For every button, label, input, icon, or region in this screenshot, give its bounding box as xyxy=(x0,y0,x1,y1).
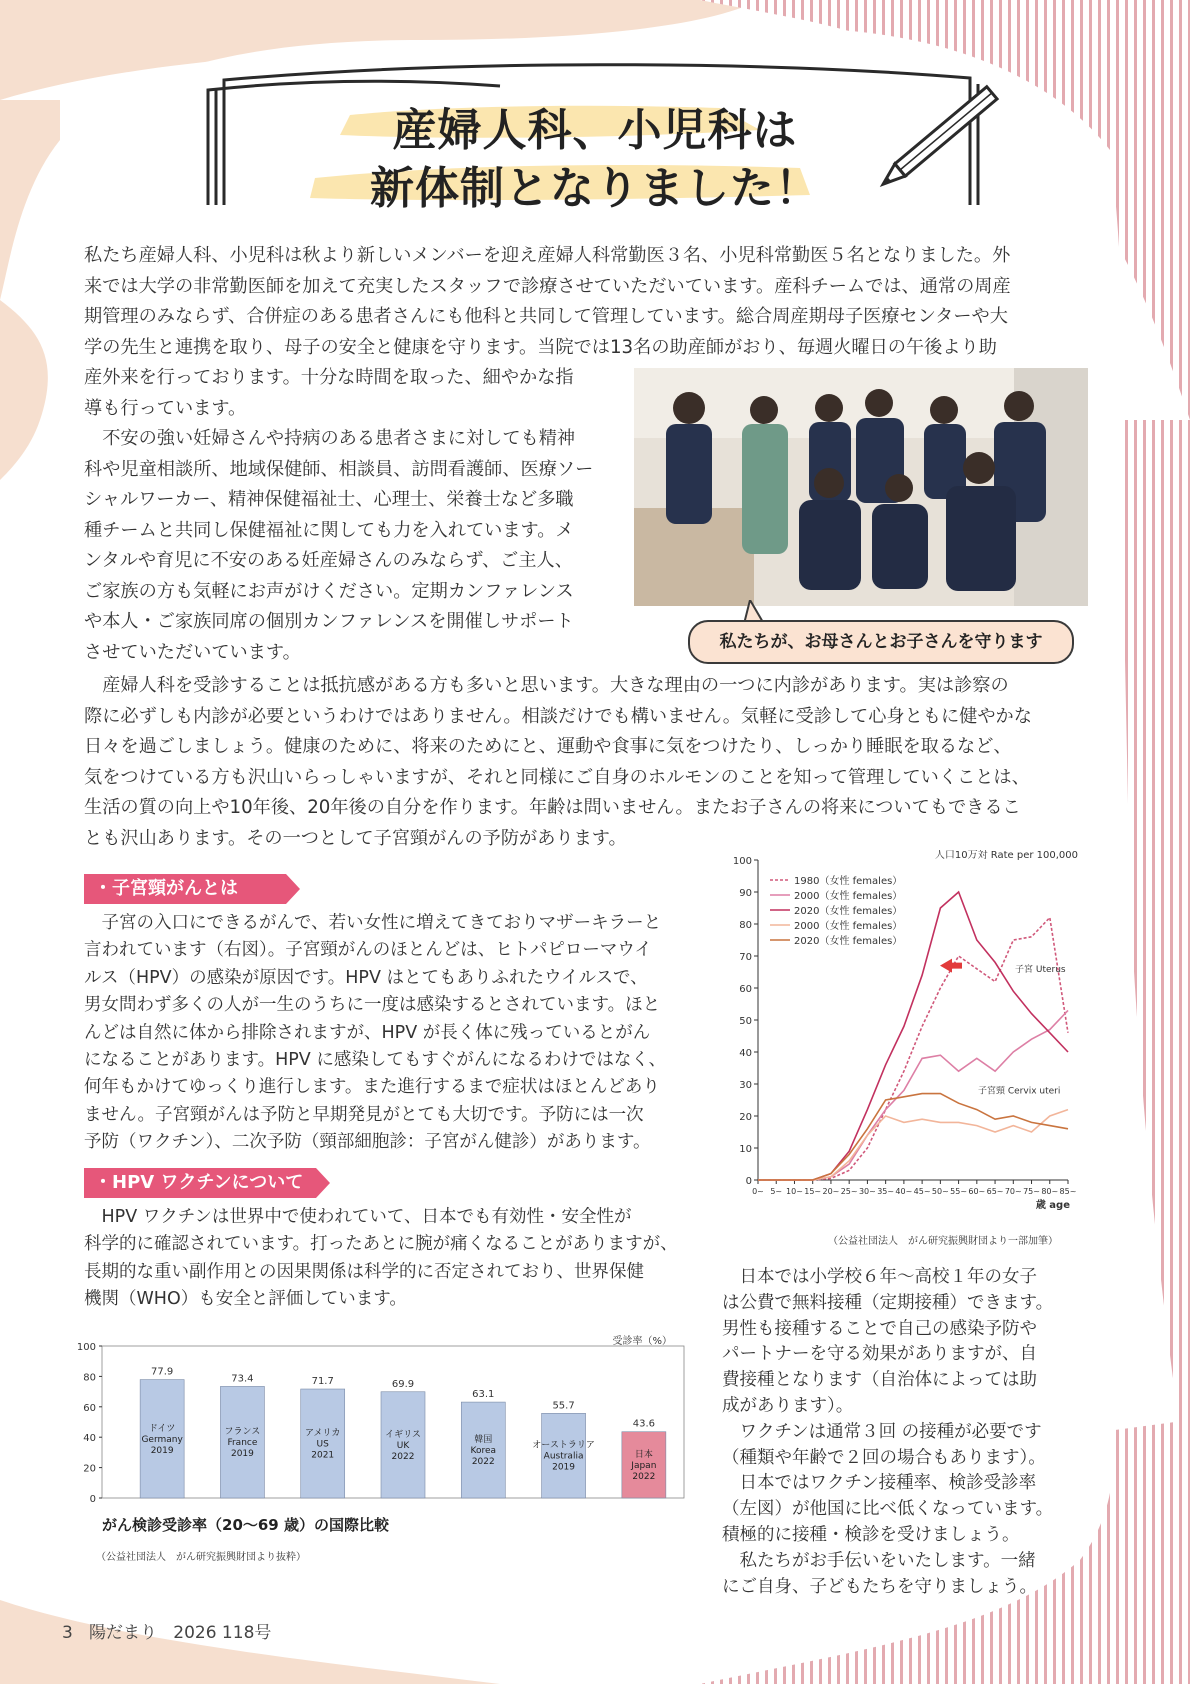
section-heading-hpv-vaccine: ・HPV ワクチンについて xyxy=(84,1168,316,1198)
bar-chart-y-tick-label: 20 xyxy=(83,1463,96,1475)
section1-line: 何年もかけてゆっくり進行します。また進行するまで症状はほとんどあり xyxy=(84,1077,660,1098)
line-chart-x-tick-label: 10~ xyxy=(786,1187,803,1196)
bar-chart-y-tick-label: 60 xyxy=(83,1402,96,1414)
line-chart-x-tick-label: 15~ xyxy=(804,1187,822,1196)
right-line: は公費で無料接種（定期接種）できます。 xyxy=(722,1292,1054,1313)
line-chart-y-tick-label: 60 xyxy=(739,984,752,995)
left-line: 種チームと共同し保健福祉に関しても力を入れています。メ xyxy=(84,519,574,541)
bar-chart-category-label: UK xyxy=(396,1440,410,1451)
bar-chart-value-label: 63.1 xyxy=(472,1389,495,1401)
bar-chart-category-label: 2022 xyxy=(391,1451,415,1462)
intro-line: 来では大学の非常勤医師を加えて充実したスタッフで診療させていただいています。産科チームでは、通常の周産 xyxy=(84,275,1011,297)
section1-line: んどは自然に体から排除されますが、HPV が長く体に残っているとがん xyxy=(84,1022,651,1043)
bar-chart-category-label: US xyxy=(316,1439,329,1450)
right-line: （種類や年齢で２回の場合もあります）。 xyxy=(722,1447,1046,1468)
right-line: 費接種となります（自治体によっては助 xyxy=(722,1370,1037,1391)
middle-line: 産婦人科を受診することは抵抗感がある方も多いと思います。大きな理由の一つに内診があります。実は診察の xyxy=(84,675,1009,696)
line-chart-x-tick-label: 75~ xyxy=(1023,1187,1040,1196)
bar-chart-category-label: 日本 xyxy=(634,1449,653,1460)
issue-number: 2026 118号 xyxy=(173,1623,272,1643)
line-chart-legend-label: 2000（女性 females） xyxy=(794,891,903,902)
bar-chart-category-label: 2019 xyxy=(230,1449,254,1460)
line-chart-unit-label: 人口10万対 Rate per 100,000 xyxy=(934,850,1078,861)
bar-chart-y-tick-label: 100 xyxy=(76,1342,96,1353)
middle-line: 際に必ずしも内診が必要というわけではありません。相談だけでも構いません。気軽に受診して心身ともに健やかな xyxy=(84,705,1032,727)
bar-chart-category-label: 2021 xyxy=(311,1450,335,1461)
line-chart-y-tick-label: 0 xyxy=(745,1176,752,1187)
right-line: 私たちがお手伝いをいたします。一緒 xyxy=(722,1550,1036,1571)
right-line: ワクチンは通常３回 の接種が必要です xyxy=(722,1421,1042,1442)
left-line: 産外来を行っております。十分な時間を取った、細やかな指 xyxy=(84,367,574,388)
section1-line: 男女問わず多くの人が一生のうちに一度は感染するとされています。ほと xyxy=(84,995,661,1016)
middle-line: 生活の質の向上や10年後、20年後の自分を作ります。年齢は問いません。またお子さんの将来についてもできるこ xyxy=(84,797,1021,818)
right-column-text xyxy=(722,1265,1092,1600)
section2-line: HPV ワクチンは世界中で使われていて、日本でも有効性・安全性が xyxy=(84,1207,632,1227)
line-chart-x-tick-label: 35~ xyxy=(877,1187,895,1196)
section2-line: 科学的に確認されています。打ったあとに腕が痛くなることがありますが、 xyxy=(84,1234,678,1255)
line-chart-y-tick-label: 70 xyxy=(739,952,752,963)
line-chart-x-tick-label: 70~ xyxy=(1004,1187,1022,1196)
section1-line: ルス（HPV）の感染が原因です。HPV はとてもありふれたウイルスで、 xyxy=(84,967,648,988)
line-chart-source: （公益社団法人 がん研究振興財団より一部加筆） xyxy=(828,1236,1058,1247)
line-chart-x-tick-label: 40~ xyxy=(895,1187,913,1196)
bar-chart-category-label: 2022 xyxy=(632,1471,656,1482)
section2-text xyxy=(84,1204,724,1314)
bar-chart-category-label: アメリカ xyxy=(305,1428,341,1439)
bar-chart-category-label: Australia xyxy=(543,1451,584,1462)
line-chart-y-tick-label: 40 xyxy=(739,1048,752,1059)
left-line: ご家族の方も気軽にお声がけください。定期カンファレンス xyxy=(84,580,574,602)
line-chart-x-tick-label: 55~ xyxy=(950,1187,968,1196)
bar-chart-y-tick-label: 0 xyxy=(89,1494,96,1505)
bar-chart-category-label: France xyxy=(227,1438,258,1449)
section1-line: ません。子宮頸がんは予防と早期発見がとても大切です。予防には一次 xyxy=(84,1104,644,1125)
bar-chart-category-label: オーストラリア xyxy=(532,1440,595,1451)
bar-chart-category-label: イギリス xyxy=(385,1429,421,1440)
bar-chart-unit-label: 受診率（%） xyxy=(612,1336,672,1347)
middle-line: 日々を過ごしましょう。健康のために、将来のためにと、運動や食事に気をつけたり、しっかり睡眠を取るなど、 xyxy=(84,736,1012,757)
left-line: ンタルや育児に不安のある妊産婦さんのみならず、ご主人、 xyxy=(84,550,573,571)
line-chart-x-label: 歳 age xyxy=(1035,1200,1070,1211)
photo-caption: 私たちが、お母さんとお子さんを守ります xyxy=(688,620,1074,664)
line-chart-y-tick-label: 20 xyxy=(739,1112,752,1123)
line-chart-y-tick-label: 30 xyxy=(739,1080,752,1091)
incidence-line-chart xyxy=(728,850,1088,1250)
bar-chart-title: がん検診受診率（20〜69 歳）の国際比較 xyxy=(102,1516,389,1534)
left-line: 科や児童相談所、地域保健師、相談員、訪問看護師、医療ソー xyxy=(84,458,594,480)
bar-chart-category-label: 2019 xyxy=(150,1445,174,1456)
line-chart-x-tick-label: 5~ xyxy=(770,1187,783,1196)
right-line: パートナーを守る効果がありますが、自 xyxy=(722,1344,1037,1365)
line-chart-y-tick-label: 10 xyxy=(739,1144,752,1155)
right-line: 積極的に接種・検診を受けましょう。 xyxy=(722,1524,1020,1545)
right-line: 日本では小学校６年〜高校１年の女子 xyxy=(722,1267,1037,1287)
intro-line: 学の先生と連携を取り、母子の安全と健康を守ります。当院では13名の助産師がおり、毎週火曜日の午後より助 xyxy=(84,336,997,358)
bar-chart-y-tick-label: 40 xyxy=(83,1433,96,1445)
bar-chart-category-label: Germany xyxy=(141,1434,183,1445)
page-number: 3 xyxy=(62,1623,73,1643)
line-chart-annotation-uterus: 子宮 Uterus xyxy=(1015,965,1066,975)
bar-chart-source: （公益社団法人 がん研究振興財団より抜粋） xyxy=(96,1552,306,1563)
line-chart-x-tick-label: 50~ xyxy=(931,1187,949,1196)
staff-photo-illustration xyxy=(634,368,1088,606)
bar-chart-category-label: フランス xyxy=(224,1427,261,1438)
section1-text xyxy=(84,910,724,1157)
line-chart-x-tick-label: 60~ xyxy=(968,1187,986,1196)
line-chart-legend-label: 2020（女性 females） xyxy=(794,936,903,947)
intro-paragraph xyxy=(84,241,1094,363)
line-chart-x-tick-label: 0~ xyxy=(752,1187,764,1196)
magazine-name: 陽だまり xyxy=(89,1623,158,1643)
bar-chart-category-label: ドイツ xyxy=(148,1423,176,1434)
line-chart-x-tick-label: 65~ xyxy=(986,1187,1004,1196)
section1-line: 言われています（右図）。子宮頸がんのほとんどは、ヒトパピローマウイ xyxy=(84,940,652,961)
line-chart-x-tick-label: 85~ xyxy=(1059,1187,1077,1196)
title-line-2: 新体制となりました！ xyxy=(370,163,820,214)
line-chart-x-tick-label: 80~ xyxy=(1041,1187,1059,1196)
right-line: 成があります）。 xyxy=(722,1395,854,1416)
section1-line: になることがあります。HPV に感染してもすぐがんになるわけではなく、 xyxy=(84,1050,666,1071)
bar-chart-value-label: 73.4 xyxy=(231,1373,254,1385)
line-chart-x-tick-label: 20~ xyxy=(822,1187,840,1196)
bar-chart-y-tick-label: 80 xyxy=(83,1372,96,1384)
section2-line: 長期的な重い副作用との因果関係は科学的に否定されており、世界保健 xyxy=(84,1261,644,1282)
line-chart-annotation-cervix: 子宮頸 Cervix uteri xyxy=(978,1086,1061,1097)
title-line-1: 産婦人科、小児科は xyxy=(392,105,798,156)
bar-chart-category-label: 2019 xyxy=(552,1462,576,1473)
bar-chart-category-label: 韓国 xyxy=(474,1435,493,1446)
staff-photo xyxy=(634,368,1088,606)
left-line: 導も行っています。 xyxy=(84,397,247,419)
line-chart-legend-label: 2000（女性 females） xyxy=(794,921,903,932)
line-chart-y-tick-label: 50 xyxy=(739,1016,752,1027)
left-line: や本人・ご家族同席の個別カンファレンスを開催しサポート xyxy=(84,611,574,632)
bar-chart-value-label: 71.7 xyxy=(311,1376,334,1388)
page-footer xyxy=(62,1618,271,1643)
bar-chart-category-label: Korea xyxy=(470,1446,497,1457)
right-line: にご自身、子どもたちを守りましょう。 xyxy=(722,1576,1037,1597)
middle-line: 気をつけている方も沢山いらっしゃいますが、それと同様にご自身のホルモンのことを知って管理していくことは、 xyxy=(84,766,1030,788)
right-line: 日本ではワクチン接種率、検診受診率 xyxy=(722,1473,1037,1494)
line-chart-y-tick-label: 100 xyxy=(732,856,752,867)
section1-line: 子宮の入口にできるがんで、若い女性に増えてきておりマザーキラーと xyxy=(84,913,662,933)
bar-chart-category-label: 2022 xyxy=(471,1457,495,1468)
left-column-text xyxy=(84,363,624,668)
line-chart-y-tick-label: 90 xyxy=(739,888,752,899)
intro-line: 期管理のみならず、合併症のある患者さんにも他科と共同して管理しています。総合周産期母子医療センターや大 xyxy=(84,306,1008,327)
screening-bar-chart xyxy=(72,1330,692,1590)
bar-chart-value-label: 43.6 xyxy=(632,1418,655,1430)
left-line: シャルワーカー、精神保健福祉士、心理士、栄養士など多職 xyxy=(84,489,574,510)
middle-paragraph xyxy=(84,671,1094,854)
line-chart-legend-label: 2020（女性 females） xyxy=(794,906,903,917)
bar-chart-category-label: Japan xyxy=(631,1460,657,1471)
right-line: （左図）が他国に比べ低くなっています。 xyxy=(722,1499,1054,1520)
line-chart-x-tick-label: 45~ xyxy=(913,1187,931,1196)
left-line: させていただいています。 xyxy=(84,641,301,663)
section2-line: 機関（WHO）も安全と評価しています。 xyxy=(84,1289,407,1310)
line-chart-x-tick-label: 25~ xyxy=(840,1187,858,1196)
section1-line: 予防（ワクチン）、二次予防（頸部細胞診：子宮がん健診）があります。 xyxy=(84,1132,651,1153)
left-line: 不安の強い妊婦さんや持病のある患者さまに対しても精神 xyxy=(84,428,576,449)
right-line: 男性も接種することで自己の感染予防や xyxy=(722,1318,1037,1339)
bar-chart-value-label: 77.9 xyxy=(151,1366,174,1378)
bar-chart-value-label: 69.9 xyxy=(391,1378,415,1390)
bar-chart-value-label: 55.7 xyxy=(552,1400,575,1412)
middle-line: とも沢山あります。その一つとして子宮頸がんの予防があります。 xyxy=(84,827,627,849)
line-chart-x-tick-label: 30~ xyxy=(858,1187,876,1196)
line-chart-y-tick-label: 80 xyxy=(739,920,752,931)
section-heading-cervical-cancer: ・子宮頸がんとは xyxy=(84,874,286,904)
line-chart-legend-label: 1980（女性 females） xyxy=(794,876,903,887)
intro-line: 私たち産婦人科、小児科は秋より新しいメンバーを迎え産婦人科常勤医３名、小児科常勤医５名となりました。外 xyxy=(84,245,1011,266)
